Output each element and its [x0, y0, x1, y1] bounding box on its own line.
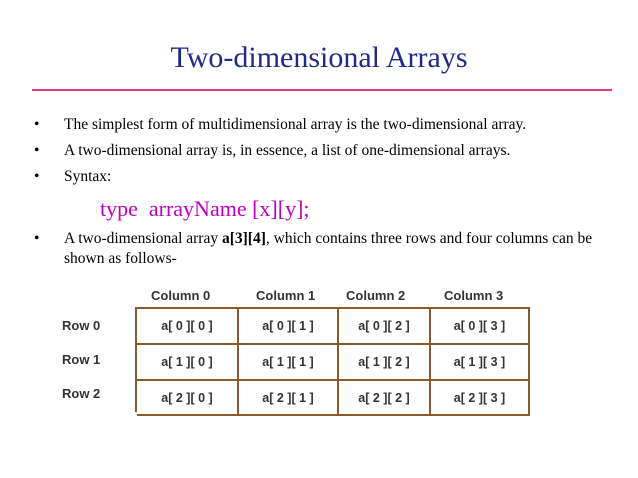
table-row — [137, 381, 530, 416]
array-column-headers — [135, 288, 535, 308]
array-cell: a[ 1 ][ 2 ] — [339, 345, 431, 379]
syntax-code-line: type arrayName [x][y]; — [100, 196, 310, 221]
array-cell: a[ 2 ][ 0 ] — [137, 381, 239, 414]
bullet-text: The simplest form of multidimensional array is the two-dimensional array. — [64, 116, 527, 133]
array-cell: a[ 0 ][ 3 ] — [431, 309, 530, 343]
array-cell: a[ 2 ][ 2 ] — [339, 381, 431, 414]
column-header: Column 2 — [346, 288, 406, 303]
bullet-item — [34, 229, 604, 269]
title-divider — [32, 89, 612, 91]
array-cell: a[ 1 ][ 3 ] — [431, 345, 530, 379]
array-cell: a[ 0 ][ 0 ] — [137, 309, 239, 343]
column-header: Column 3 — [444, 288, 504, 303]
array-cell: a[ 2 ][ 3 ] — [431, 381, 530, 414]
column-header: Column 1 — [256, 288, 316, 303]
bullet-text-prefix: A two-dimensional array — [64, 230, 222, 247]
bullet-dot: • — [34, 230, 40, 247]
array-cell: a[ 2 ][ 1 ] — [239, 381, 339, 414]
bullet-text-bold: a[3][4] — [221, 230, 266, 247]
bullet-item — [34, 115, 624, 135]
bullet-dot: • — [34, 116, 40, 133]
row-header: Row 2 — [62, 386, 101, 401]
bullet-text: Syntax: — [64, 168, 112, 185]
bullet-dot: • — [34, 142, 40, 159]
array-cell: a[ 0 ][ 2 ] — [339, 309, 431, 343]
array-grid — [135, 307, 530, 412]
array-cell: a[ 1 ][ 0 ] — [137, 345, 239, 379]
bullet-text: A two-dimensional array is, in essence, a list of one-dimensional arrays. — [64, 142, 511, 159]
table-row — [137, 345, 530, 381]
row-header: Row 0 — [62, 318, 101, 333]
column-header: Column 0 — [151, 288, 211, 303]
bullet-item — [34, 167, 624, 187]
bullet-item — [34, 141, 624, 161]
bullet-list-2 — [34, 229, 604, 275]
row-header: Row 1 — [62, 352, 101, 367]
bullet-dot: • — [34, 168, 40, 185]
bullet-list — [34, 115, 624, 193]
table-row — [137, 309, 530, 345]
slide-title: Two-dimensional Arrays — [170, 41, 468, 74]
array-row-headers — [58, 308, 138, 413]
array-cell: a[ 1 ][ 1 ] — [239, 345, 339, 379]
array-cell: a[ 0 ][ 1 ] — [239, 309, 339, 343]
bullet-text-suffix: , which contains three rows and four columns can be shown as follows- — [64, 230, 593, 267]
